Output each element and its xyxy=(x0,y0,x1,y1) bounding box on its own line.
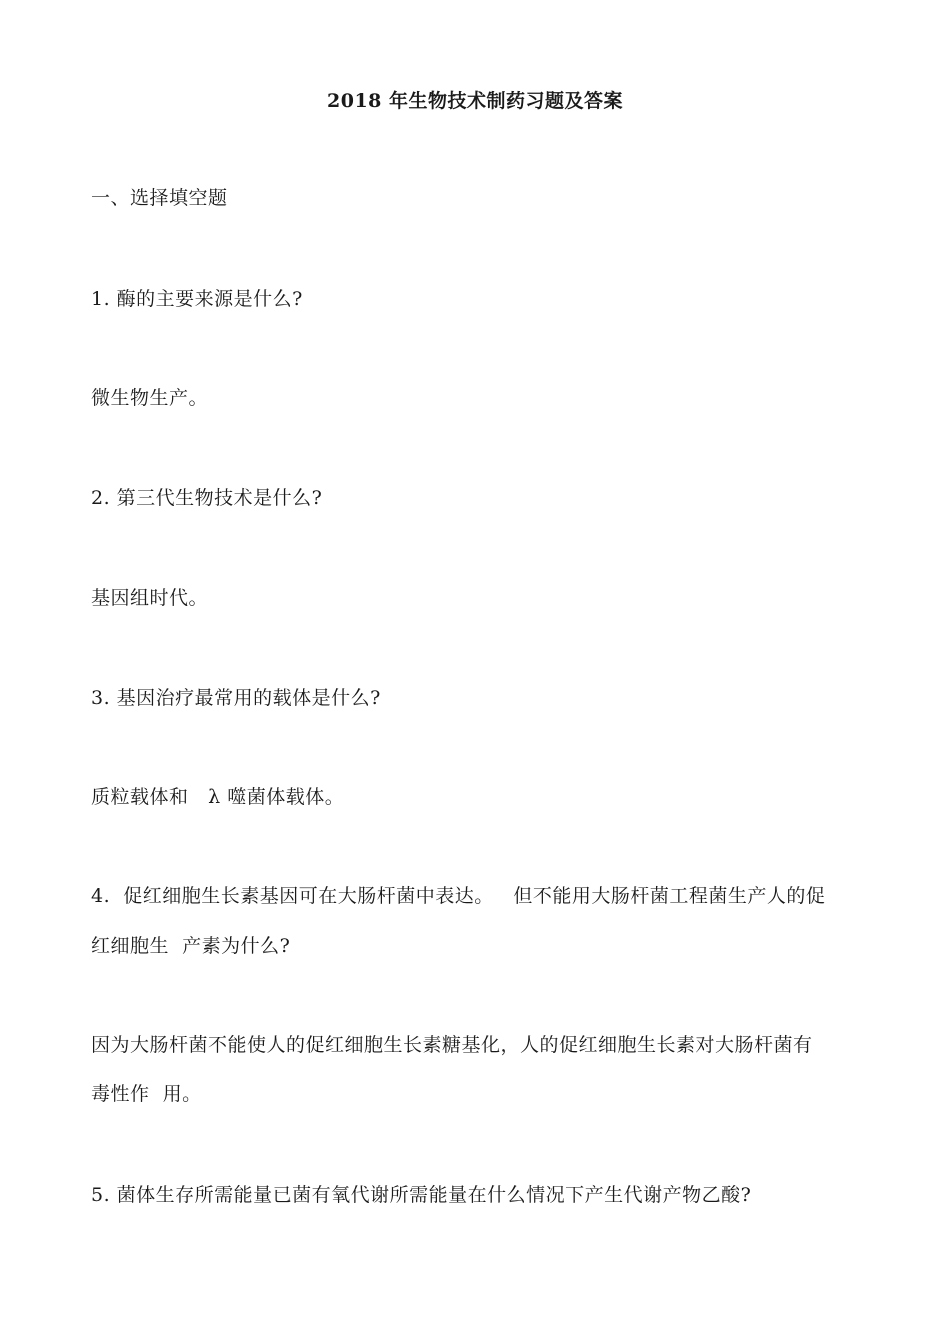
question-4-line-1: 4. 促红细胞生长素基因可在大肠杆菌中表达。 但不能用大肠杆菌工程菌生产人的促 xyxy=(91,885,826,907)
document-title: 2018 年生物技术制药习题及答案 xyxy=(327,90,623,112)
question-3: 3. 基因治疗最常用的载体是什么? xyxy=(91,687,381,709)
answer-1: 微生物生产。 xyxy=(91,387,209,409)
section-heading: 一、选择填空题 xyxy=(91,187,228,209)
question-1: 1. 酶的主要来源是什么? xyxy=(91,288,303,310)
answer-3: 质粒载体和 λ 噬菌体载体。 xyxy=(91,786,345,808)
question-4-line-2: 红细胞生 产素为什么? xyxy=(91,935,291,957)
answer-2: 基因组时代。 xyxy=(91,587,209,609)
answer-4-line-2: 毒性作 用。 xyxy=(91,1083,202,1105)
question-2: 2. 第三代生物技术是什么? xyxy=(91,487,323,509)
answer-4-line-1: 因为大肠杆菌不能使人的促红细胞生长素糖基化，人的促红细胞生长素对大肠杆菌有 xyxy=(91,1034,813,1056)
question-5: 5. 菌体生存所需能量已菌有氧代谢所需能量在什么情况下产生代谢产物乙酸? xyxy=(91,1184,752,1206)
